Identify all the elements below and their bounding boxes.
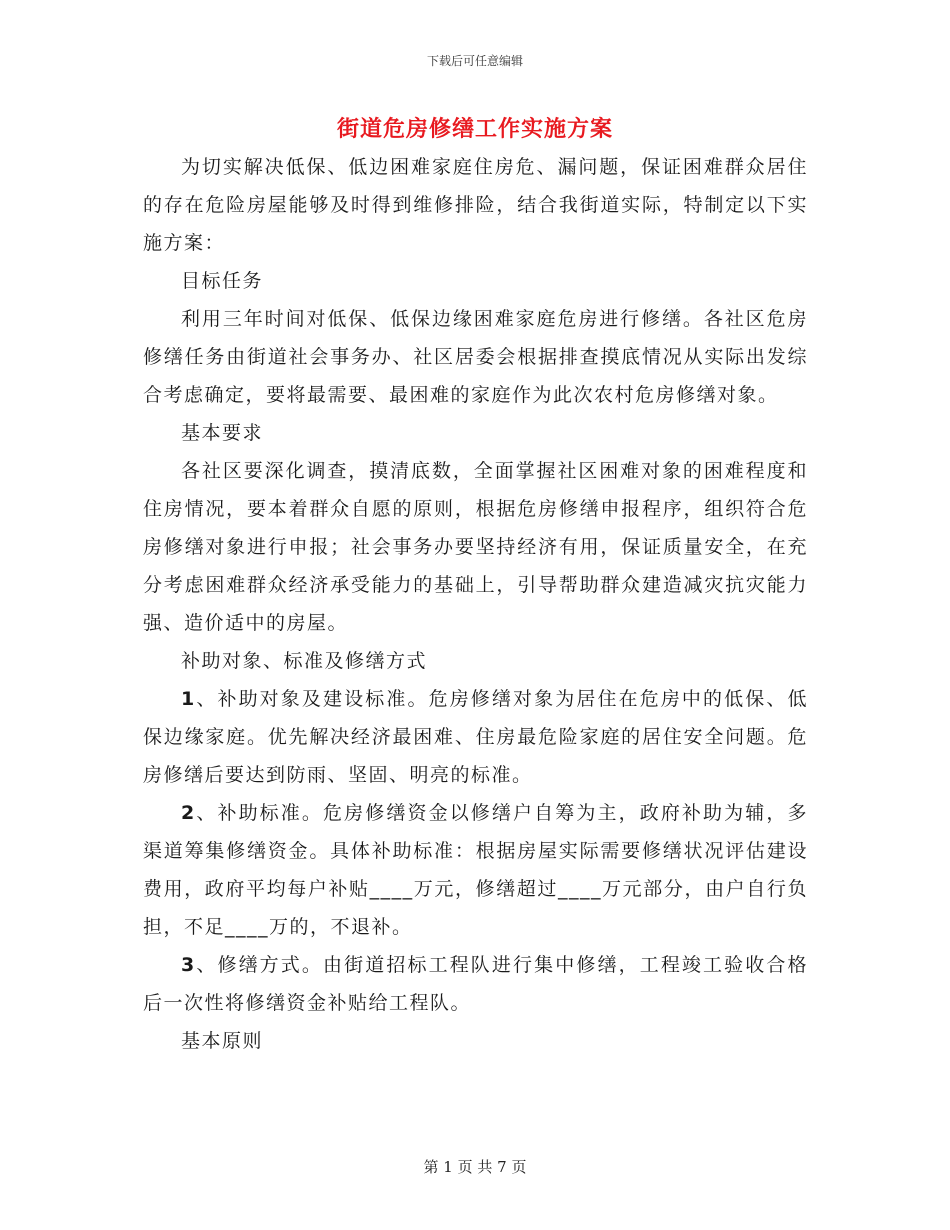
section-heading-principles: 基本原则 xyxy=(181,1030,264,1052)
page-number-footer: 第 1 页 共 7 页 xyxy=(423,1158,527,1176)
section-heading-subsidy: 补助对象、标准及修缮方式 xyxy=(181,650,428,672)
subsidy-item-1 xyxy=(143,680,808,794)
item-number: 3 xyxy=(181,954,196,976)
subsidy-item-3 xyxy=(143,946,808,1022)
section-heading-goals: 目标任务 xyxy=(181,270,264,292)
page-header-note: 下载后可任意编辑 xyxy=(426,54,523,68)
subsidy-item-2 xyxy=(143,794,808,946)
item-number: 1 xyxy=(181,688,196,710)
item-text: 、补助标准。危房修缮资金以修缮户自筹为主，政府补助为辅，多渠道筹集修缮资金。具体补助标准：根据房屋实际需要修缮状况评估建设费用，政府平均每户补贴____万元，修缮超过____万元部分，由户自行负担，不足____万的，不退补。 xyxy=(143,802,808,938)
goals-paragraph: 利用三年时间对低保、低保边缘困难家庭危房进行修缮。各社区危房修缮任务由街道社会事务办、社区居委会根据排查摸底情况从实际出发综合考虑确定，要将最需要、最困难的家庭作为此次农村危房修缮对象。 xyxy=(143,308,808,406)
document-title: 街道危房修缮工作实施方案 xyxy=(336,117,613,142)
item-text: 、补助对象及建设标准。危房修缮对象为居住在危房中的低保、低保边缘家庭。优先解决经济最困难、住房最危险家庭的居住安全问题。危房修缮后要达到防雨、坚固、明亮的标准。 xyxy=(143,688,808,786)
requirements-paragraph: 各社区要深化调查，摸清底数，全面掌握社区困难对象的困难程度和住房情况，要本着群众自愿的原则，根据危房修缮申报程序，组织符合危房修缮对象进行申报；社会事务办要坚持经济有用，保证质量安全，在充分考虑困难群众经济承受能力的基础上，引导帮助群众建造减灾抗灾能力强、造价适中的房屋。 xyxy=(143,460,808,634)
item-text: 、修缮方式。由街道招标工程队进行集中修缮，工程竣工验收合格后一次性将修缮资金补贴给工程队。 xyxy=(143,954,808,1014)
document-body xyxy=(143,148,808,1060)
intro-paragraph: 为切实解决低保、低边困难家庭住房危、漏问题，保证困难群众居住的存在危险房屋能够及时得到维修排险，结合我街道实际，特制定以下实施方案： xyxy=(143,156,808,254)
section-heading-requirements: 基本要求 xyxy=(181,422,264,444)
item-number: 2 xyxy=(181,802,196,824)
